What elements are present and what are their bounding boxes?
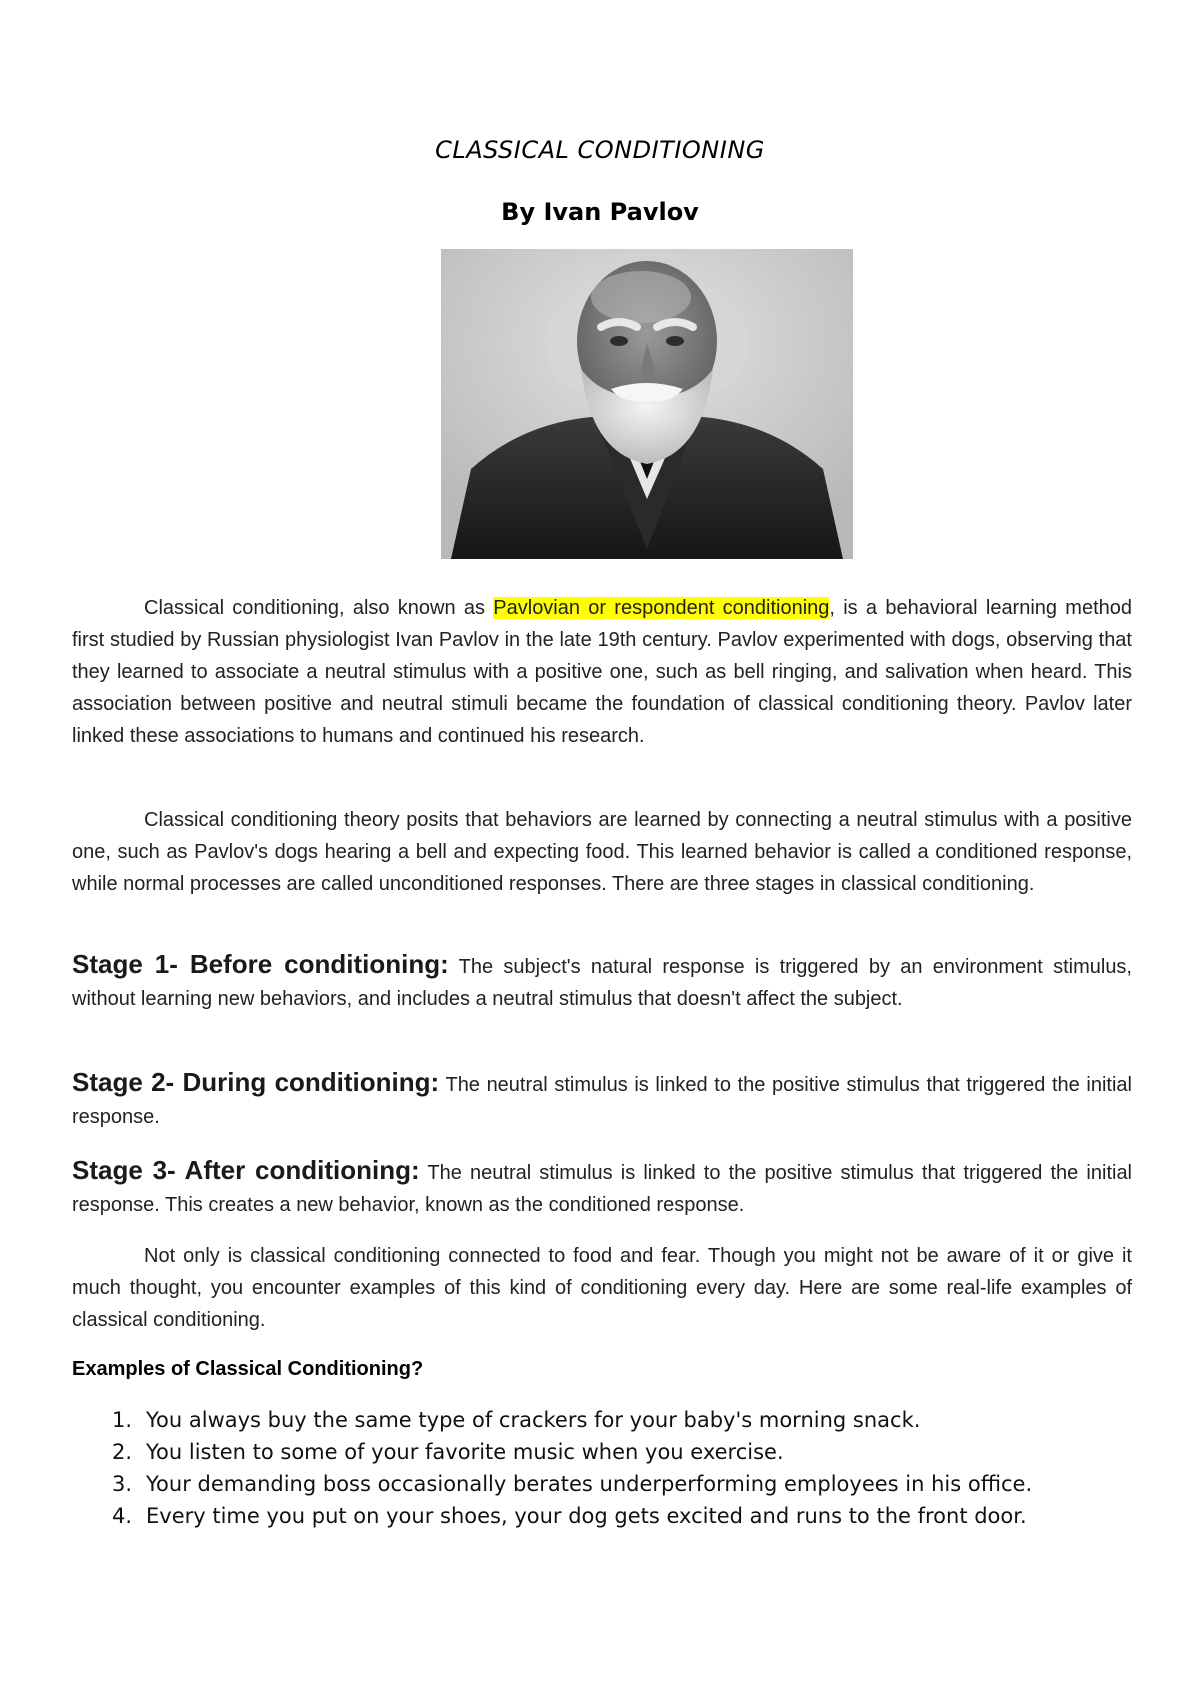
list-item-number: 1. (112, 1408, 133, 1432)
stage-1-paragraph (72, 948, 1132, 1015)
stage-3-text: The neutral stimulus is linked to the positive stimulus that triggered the initial response. This creates a new behavior, known as the conditioned response. (72, 1162, 1133, 1216)
stage-2-label: Stage 2- During conditioning: (72, 1067, 440, 1097)
list-item (72, 1468, 1132, 1500)
list-item-text: You listen to some of your favorite music when you exercise. (146, 1440, 784, 1464)
examples-heading: Examples of Classical Conditioning? (72, 1358, 424, 1380)
theory-text: Classical conditioning theory posits that behaviors are learned by connecting a neutral stimulus with a positive one, such as Pavlov's dogs hearing a bell and expecting food. This learned behavior is called a conditioned response, while normal processes are called unconditioned responses. There are three stages in classical conditioning. (72, 809, 1132, 895)
list-item (72, 1436, 1132, 1468)
list-item-text: Your demanding boss occasionally berates underperforming employees in his office. (146, 1472, 1033, 1496)
list-item-number: 4. (112, 1504, 133, 1528)
examples-intro-paragraph (72, 1240, 1132, 1336)
stage-2-text: The neutral stimulus is linked to the positive stimulus that triggered the initial response. (72, 1074, 1132, 1128)
stage-3-label: Stage 3- After conditioning: (72, 1155, 420, 1185)
portrait-photo (441, 249, 853, 559)
list-item (72, 1404, 1132, 1436)
page-title: CLASSICAL CONDITIONING (435, 136, 765, 164)
intro-text-after: , is a behavioral learning method first studied by Russian physiologist Ivan Pavlov in the late 19th century. Pavlov experimented with dogs, observing that they learned to associate a neutral stimulus with a positive one, such as bell ringing, and salivation when heard. This association between positive and neutral stimuli became the foundation of classical conditioning theory. Pavlov later linked these associations to humans and continued his research. (72, 597, 1133, 747)
intro-text-before: Classical conditioning, also known as (144, 597, 494, 619)
highlighted-term: Pavlovian or respondent conditioning (493, 597, 830, 619)
list-item-number: 3. (112, 1472, 133, 1496)
list-item-number: 2. (112, 1440, 133, 1464)
theory-paragraph (72, 804, 1132, 900)
examples-intro-text: Not only is classical conditioning connected to food and fear. Though you might not be aware of it or give it much thought, you encounter examples of this kind of conditioning every day. Here are some real-life examples of classical conditioning. (72, 1245, 1132, 1331)
stage-1-label: Stage 1- Before conditioning: (72, 949, 449, 979)
stage-3-paragraph (72, 1154, 1132, 1221)
stage-2-paragraph (72, 1066, 1132, 1133)
page-subtitle: By Ivan Pavlov (501, 198, 699, 226)
list-item (72, 1500, 1132, 1532)
stage-1-text: The subject's natural response is triggered by an environment stimulus, without learning new behaviors, and includes a neutral stimulus that doesn't affect the subject. (72, 956, 1132, 1010)
list-item-text: Every time you put on your shoes, your dog gets excited and runs to the front door. (146, 1504, 1027, 1528)
list-item-text: You always buy the same type of crackers for your baby's morning snack. (146, 1408, 921, 1432)
intro-paragraph (72, 592, 1132, 752)
examples-list (72, 1404, 1132, 1532)
